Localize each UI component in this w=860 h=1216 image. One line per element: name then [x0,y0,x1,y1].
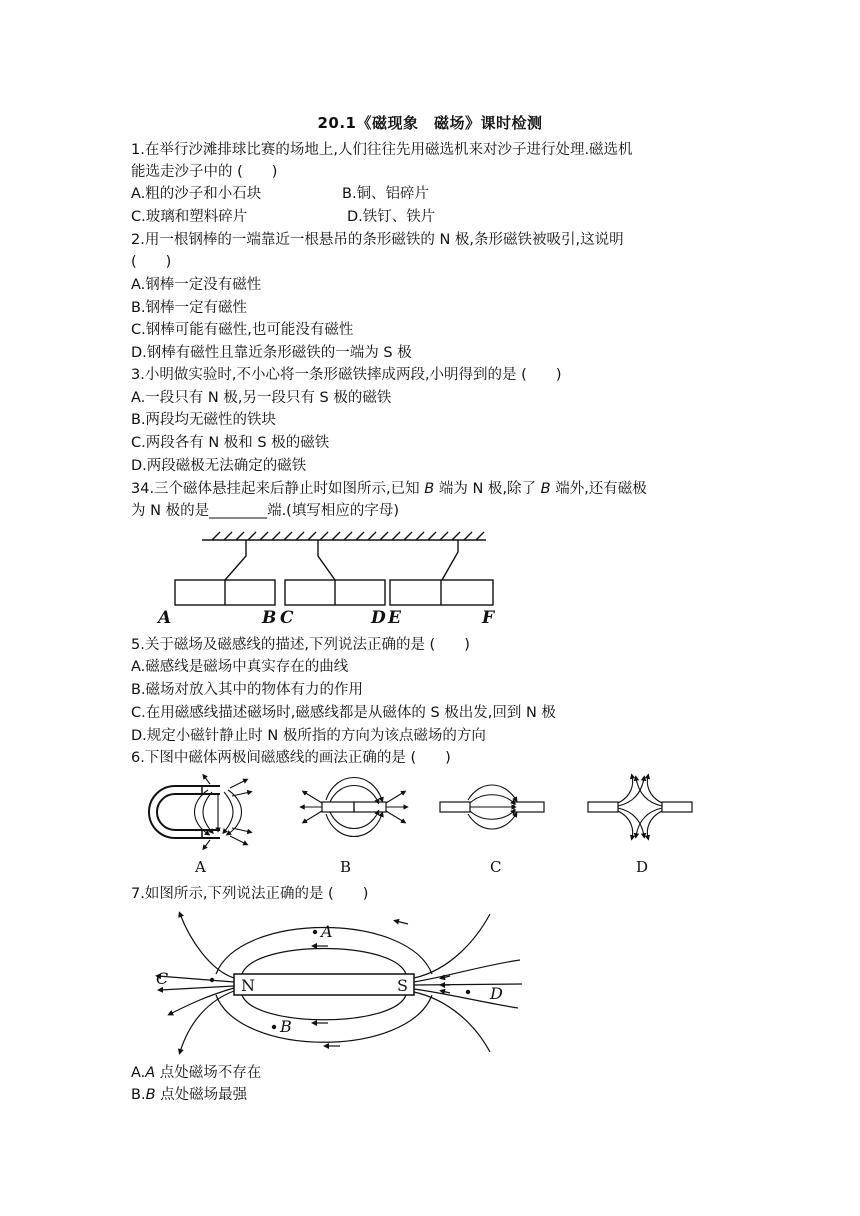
q3-option-d: D.两段磁极无法确定的磁铁 [131,458,307,474]
q7-option-a-text: 点处磁场不存在 [155,1065,262,1081]
q5-option-d: D.规定小磁针静止时 N 极所指的方向为该点磁场的方向 [131,728,486,744]
bar-magnet-field-figure [150,910,530,1055]
pole-n-label: N [241,976,255,995]
q2-option-b: B.钢棒一定有磁性 [131,300,248,316]
label-b: B [262,608,277,628]
q2-option-a: A.钢棒一定没有磁性 [131,277,262,293]
q3-option-b: B.两段均无磁性的铁块 [131,412,277,428]
diagram-a [149,776,250,848]
field-lines-options-figure [140,776,700,876]
diagram-c [440,785,544,829]
thread-magnet-2 [318,540,335,580]
q2-stem-line2: ( ) [131,254,172,270]
point-c-dot [210,978,214,982]
q1-stem-line2: 能选走沙子中的 ( ) [131,164,278,180]
q1-option-b: B.铜、铝碎片 [342,186,430,202]
option-label-c: C [490,858,502,876]
q3-option-a: A.一段只有 N 极,另一段只有 S 极的磁铁 [131,390,392,406]
q7-option-b-text: 点处磁场最强 [155,1087,248,1103]
q4-stem-italic: B [540,481,551,497]
label-e: E [388,608,401,628]
diagram-d [588,776,692,838]
point-d-label: D [490,984,503,1003]
point-b-label: B [280,1017,292,1036]
q3-option-c: C.两段各有 N 极和 S 极的磁铁 [131,435,330,451]
q4-stem-italic: B [424,481,435,497]
option-label-a: A [195,858,206,876]
option-label-b: B [340,858,352,876]
bar-magnet [234,974,414,995]
label-a: A [158,608,172,628]
q7-option-b: B.B 点处磁场最强 [131,1087,248,1103]
q1-option-a: A.粗的沙子和小石块 [131,186,262,202]
q4-stem-line2: 为 N 极的是________端.(填写相应的字母) [131,503,399,519]
q4-stem-part: 端为 N 极,除了 [434,481,541,497]
q5-option-c: C.在用磁感线描述磁场时,磁感线都是从磁体的 S 极出发,回到 N 极 [131,705,556,721]
q3-stem: 3.小明做实验时,不小心将一条形磁铁摔成两段,小明得到的是 ( ) [131,367,562,383]
q2-stem-line1: 2.用一根钢棒的一端靠近一根悬吊的条形磁铁的 N 极,条形磁铁被吸引,这说明 [131,232,624,248]
thread-magnet-1 [225,540,246,580]
q1-option-c: C.玻璃和塑料碎片 [131,209,248,225]
q6-stem: 6.下图中磁体两极间磁感线的画法正确的是 ( ) [131,750,451,766]
q4-stem-part: 端外,还有磁极 [550,481,647,497]
point-d-dot [466,990,470,994]
q2-option-c: C.钢棒可能有磁性,也可能没有磁性 [131,322,354,338]
point-a-label: A [321,922,333,941]
label-f: F [482,608,495,628]
q4-stem-part: 34.三个磁体悬挂起来后静止时如图所示,已知 [131,481,425,497]
q5-stem: 5.关于磁场及磁感线的描述,下列说法正确的是 ( ) [131,637,470,653]
point-b-dot [272,1025,276,1029]
q4-stem-line1 [131,478,647,500]
label-c: C [280,608,294,628]
q1-stem-line1: 1.在举行沙滩排球比赛的场地上,人们往往先用磁选机来对沙子进行处理.磁选机 [131,142,633,158]
q5-option-b: B.磁场对放入其中的物体有力的作用 [131,682,364,698]
label-d: D [371,608,386,628]
q2-option-d: D.钢棒有磁性且靠近条形磁铁的一端为 S 极 [131,345,412,361]
ceiling-hatching [212,532,484,540]
diagram-b [302,778,406,837]
q1-option-d: D.铁钉、铁片 [347,209,436,225]
point-c-label: C [156,969,169,988]
q7-option-a: A.A 点处磁场不存在 [131,1065,262,1081]
q7-stem: 7.如图所示,下列说法正确的是 ( ) [131,886,369,902]
page-title: 20.1《磁现象 磁场》课时检测 [317,114,543,132]
thread-magnet-3 [442,540,458,580]
q7-option-b-italic: B [145,1087,156,1103]
q7-option-a-italic: A [145,1065,156,1081]
point-a-dot [313,930,317,934]
pole-s-label: S [397,976,408,995]
q5-option-a: A.磁感线是磁场中真实存在的曲线 [131,659,349,675]
hanging-magnets-figure [150,528,495,626]
option-label-d: D [636,858,649,876]
